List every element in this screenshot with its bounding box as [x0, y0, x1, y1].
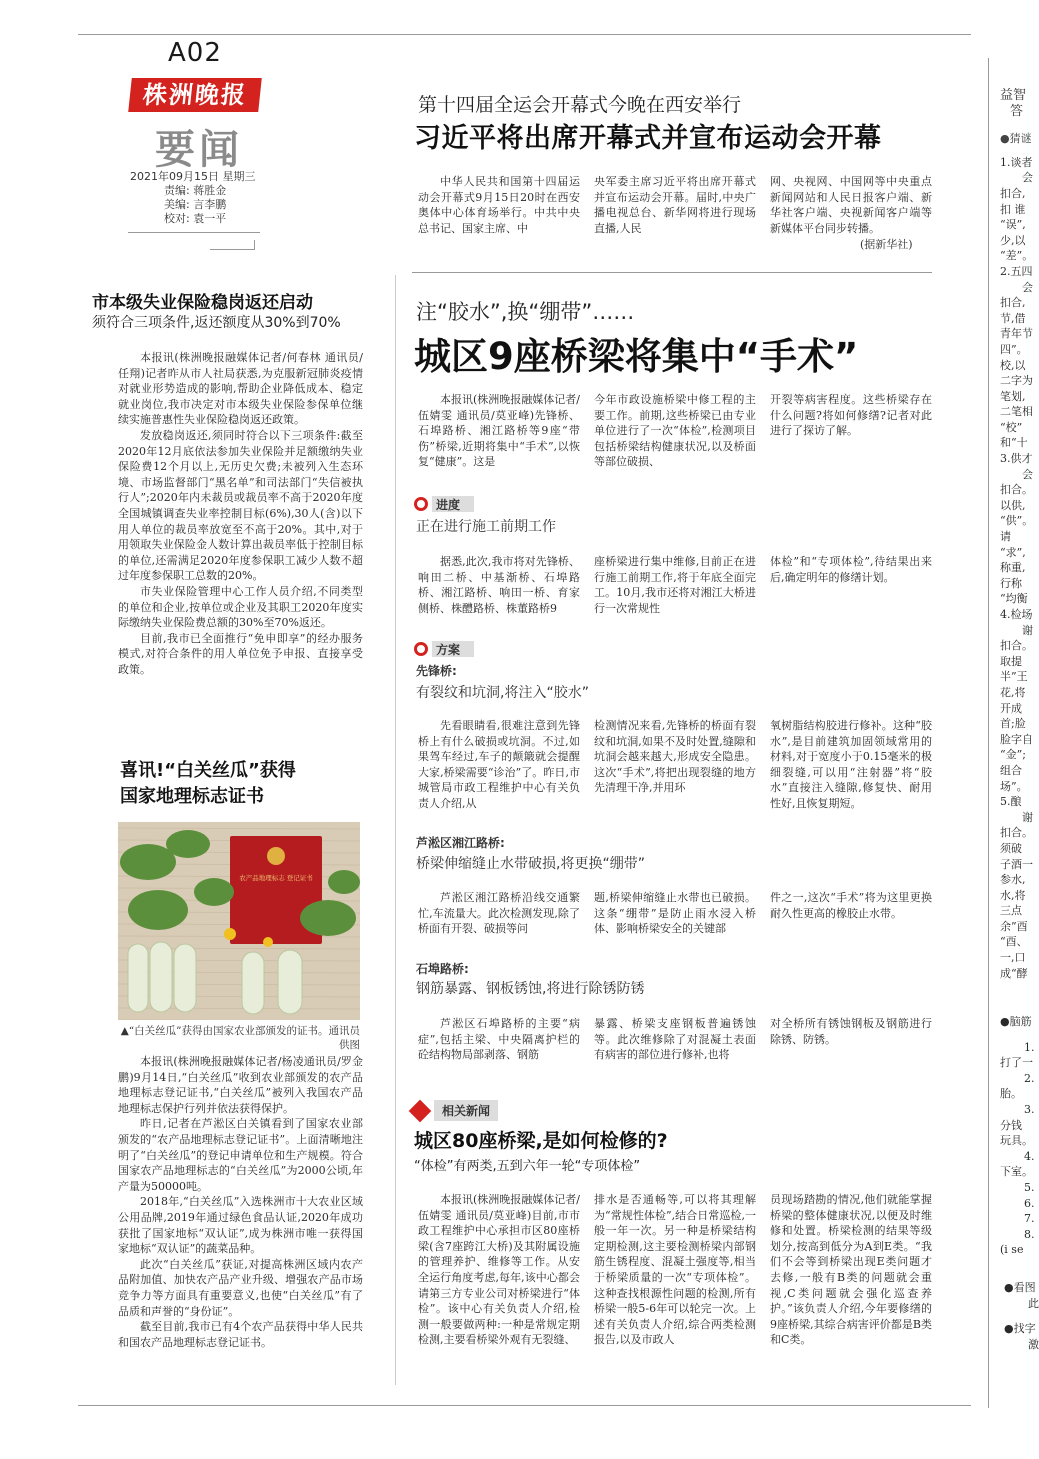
- page-number: A02: [168, 38, 222, 68]
- brain-teaser-line: 打了一: [1000, 1056, 1033, 1070]
- plan2-col-1: 芦淞区湘江路桥沿线交通繁忙,车流量大。此次检测发现,除了桥面有开裂、破损等问: [418, 891, 580, 936]
- riddle-line: 脸字自: [1000, 732, 1033, 746]
- riddle-line: “误”,: [1000, 218, 1026, 232]
- related-headline: 城区80座桥梁,是如何检修的?: [414, 1130, 668, 1152]
- column-divider: [395, 275, 396, 1385]
- related-badge: 相关新闻: [412, 1100, 498, 1121]
- loofah-photo: [118, 822, 360, 1020]
- lead-col-3: 网、央视网、中国网等中央重点新闻网站和人民日报客户端、新华社客户端、央视新闻客户端等新媒体平台同步转播。: [770, 175, 932, 235]
- riddle-line: 校,以: [1000, 358, 1026, 372]
- brain-teaser-line: 下室。: [1000, 1165, 1033, 1179]
- plan1-label: 先锋桥:: [416, 664, 457, 678]
- progress-badge: 进度: [414, 496, 474, 512]
- plan2-heading: 桥梁伸缩缝止水带破损,将更换“绷带”: [416, 856, 645, 872]
- riddle-line: “校”: [1000, 420, 1023, 434]
- meta-bracket: [210, 240, 255, 250]
- riddle-line: 节,借: [1000, 311, 1026, 325]
- riddle-line: “酉、: [1000, 935, 1028, 949]
- top-rule: [78, 34, 971, 35]
- brain-teaser-line: 玩具。: [1000, 1134, 1033, 1148]
- plan3-col-2: 暴露、桥梁支座钢板普遍锈蚀等。此次维修除了对混凝土表面有病害的部位进行修补,也将: [594, 1017, 756, 1062]
- loofah-photo-illustration: [118, 822, 360, 1020]
- plan3-body: [418, 1016, 932, 1063]
- related-col-2: 排水是否通畅等,可以将其理解为“常规性体检”,结合日常巡检,一般一年一次。另一种是桥梁结构定期检测,这主要检测桥梁内部钢筋生锈程度、混凝土强度等,相当于桥梁质量的一次“专项体检”。这种查找根源性问题的检测,所有桥梁一般5-6年可以轮完一次。上述有关负责人介绍,综合两类检测报告,以及市政人: [594, 1193, 756, 1347]
- certificate-cover-text: 农产品地理标志 登记证书: [239, 874, 313, 882]
- brain-teaser-line: 5.: [1024, 1180, 1035, 1194]
- loofah-p5: 截至目前,我市已有4个农产品获得中华人民共和国农产品地理标志登记证书。: [118, 1320, 363, 1349]
- badge-dot-icon: [414, 642, 428, 656]
- riddle-line: “供”。: [1000, 514, 1034, 528]
- riddle-line: 成“酵: [1000, 966, 1028, 980]
- riddle-line: 以供,: [1000, 498, 1026, 512]
- riddle-line: 扣合,: [1000, 186, 1026, 200]
- riddle-line: 会: [1022, 280, 1033, 294]
- proof-credit: 校对: 袁一平: [164, 212, 227, 225]
- riddle-line: 扣合。: [1000, 826, 1033, 840]
- meta-divider: [128, 232, 260, 233]
- newspaper-masthead: 株洲晚报: [128, 78, 262, 112]
- lead-headline: 习近平将出席开幕式并宣布运动会开幕: [414, 123, 882, 154]
- badge-dot-icon: [414, 497, 428, 511]
- lead-body: [418, 174, 932, 236]
- unemployment-p4: 目前,我市已全面推行“免申即享”的经办服务模式,对符合条件的用人单位免予申报、直接享受政策。: [118, 631, 363, 676]
- riddle-lines: [1000, 155, 1039, 981]
- riddle-line: 余”酉: [1000, 919, 1028, 933]
- riddle-line: 三点: [1000, 904, 1022, 918]
- loofah-body: [118, 1054, 363, 1350]
- find-char-title: ●找字: [1004, 1322, 1036, 1336]
- bridge-intro-col-1: 本报讯(株洲晚报融媒体记者/伍婧雯 通讯员/莫亚峰)先锋桥、石埠路桥、湘江路桥等9座“带伤”桥梁,近期将集中“手术”,以恢复“健康”。这是: [418, 393, 580, 469]
- artist-credit: 美编: 言李鹏: [164, 198, 227, 211]
- unemployment-p3: 市失业保险管理中心工作人员介绍,不同类型的单位和企业,按单位或企业及其职工2020年度实际缴纳失业保险费总额的30%至70%返还。: [118, 584, 363, 630]
- riddle-line: 青年节: [1000, 327, 1033, 341]
- riddle-line: 开成: [1000, 701, 1022, 715]
- loofah-headline-line2: 国家地理标志证书: [120, 786, 264, 807]
- bridge-kicker: 注“胶水”,换“绷带”……: [416, 300, 635, 324]
- unemployment-headline: 市本级失业保险稳岗返还启动: [92, 293, 313, 313]
- loofah-p4: 此次“白关丝瓜”获证,对提高株洲区域内农产品附加值、加快农产品产业升级、增强农产品市场竞争力等方面具有重要意义,也使“白关丝瓜”有了品质和声誉的“身份证”。: [118, 1257, 363, 1318]
- riddle-line: “差”。: [1000, 249, 1034, 263]
- bridge-headline: 城区9座桥梁将集中“手术”: [414, 335, 859, 378]
- brain-teaser-line: 6.: [1024, 1196, 1035, 1210]
- riddle-line: 半”王: [1000, 670, 1028, 684]
- riddle-line: 二笔相: [1000, 405, 1033, 419]
- lead-divider: [412, 272, 932, 273]
- unemployment-body: [118, 350, 363, 677]
- riddle-line: 子酒一: [1000, 857, 1033, 871]
- related-subheadline: “体检”有两类,五到六年一轮“专项体检”: [414, 1159, 641, 1174]
- riddle-line: 参水,: [1000, 873, 1026, 887]
- plan3-label: 石埠路桥:: [416, 962, 469, 976]
- bridge-intro-col-2: 今年市政设施桥梁中修工程的主要工作。前期,这些桥梁已由专业单位进行了一次“体检”,检测项目包括桥梁结构健康状况,以及桥面等部位破损、: [594, 393, 756, 469]
- riddle-line: 少,以: [1000, 233, 1026, 247]
- plan1-body: [418, 718, 932, 812]
- riddle-line: 3.供才: [1000, 452, 1033, 466]
- lead-source: (据新华社): [860, 238, 913, 251]
- sidebar-divider: [988, 58, 989, 1408]
- riddle-section-title: ●猜谜: [1000, 132, 1032, 146]
- brain-teaser-line: 8.: [1024, 1227, 1035, 1241]
- bottom-rule: [78, 1405, 971, 1406]
- bridge-intro-col-3: 开裂等病害程度。这些桥梁存在什么问题?将如何修缮?记者对此进行了探访了解。: [770, 393, 932, 438]
- riddle-line: 谢: [1022, 810, 1033, 824]
- progress-col-2: 座桥梁进行集中维修,目前正在进行施工前期工作,将于年底全面完工。10月,我市还将对湘江大桥进行一次常规性: [594, 555, 756, 615]
- brain-teaser-section: [1000, 1014, 1039, 1258]
- sidebar-header-2: 答: [1010, 103, 1024, 119]
- riddle-line: 水,将: [1000, 888, 1026, 902]
- brain-teaser-line: 4.: [1024, 1149, 1035, 1163]
- loofah-headline-line1: 喜讯!“白关丝瓜”获得: [120, 760, 296, 781]
- riddle-line: 扣合。: [1000, 483, 1033, 497]
- riddle-line: 笔划,: [1000, 389, 1026, 403]
- bridge-intro: [418, 392, 932, 470]
- riddle-line: 2.五四: [1000, 264, 1033, 278]
- loofah-p2: 昨日,记者在芦淞区白关镇看到了国家农业部颁发的“农产品地理标志登记证书”。上面清晰地注明了“白关丝瓜”的登记申请单位和生产规模。符合国家农产品地理标志的“白关丝瓜”为2000公顷,年产量为50000吨。: [118, 1117, 363, 1193]
- related-col-3: 员现场踏勘的情况,他们就能掌握桥梁的整体健康状况,以便及时维修和处置。桥梁检测的结果等级划分,按高到低分为A到E类。“我们不会等到桥梁出现E类问题才去修,一般有B类的问题就会重视,C类问题就会强化巡查养护。”该负责人介绍,今年要修缮的9座桥梁,其综合病害评价都是B类和C类。: [770, 1193, 932, 1347]
- progress-col-1: 据悉,此次,我市将对先锋桥、响田二桥、中基渐桥、石埠路桥、湘江路桥、响田一桥、育家侧桥、株醴路桥、株董路桥9: [418, 555, 580, 615]
- puzzle-sidebar: [1000, 88, 1039, 981]
- brain-teaser-line: 7.: [1024, 1212, 1035, 1226]
- unemployment-p1: 本报讯(株洲晚报融媒体记者/何春林 通讯员/任翔)记者昨从市人社局获悉,为克服新冠肺炎疫情对就业形势造成的影响,帮助企业降低成本、稳定就业岗位,我市决定对市本级失业保险参保单位继续实施普惠性失业保险稳岗返还政策。: [118, 351, 363, 427]
- progress-heading: 正在进行施工前期工作: [416, 519, 556, 535]
- plan2-label: 芦淞区湘江路桥:: [416, 836, 505, 850]
- brain-teaser-title: ●脑筋: [1000, 1015, 1032, 1028]
- riddle-line: 扣合。: [1000, 639, 1033, 653]
- picture-puzzle-line: 此: [1028, 1296, 1039, 1310]
- progress-col-3: 体检”和“专项体检”,待结果出来后,确定明年的修缮计划。: [770, 555, 932, 584]
- plan2-col-3: 件之一,这次“手术”将为这里更换耐久性更高的橡胶止水带。: [770, 891, 932, 920]
- riddle-line: 称重,: [1000, 561, 1026, 575]
- related-body: [418, 1192, 932, 1348]
- riddle-line: 谢: [1022, 623, 1033, 637]
- sidebar-header-1: 益智: [1000, 88, 1027, 103]
- riddle-line: “金”;: [1000, 748, 1026, 762]
- lead-kicker: 第十四届全运会开幕式今晚在西安举行: [418, 94, 742, 116]
- brain-teaser-line: 2.: [1024, 1071, 1035, 1085]
- riddle-line: 会: [1022, 467, 1033, 481]
- unemployment-subheadline: 须符合三项条件,返还额度从30%到70%: [92, 315, 341, 331]
- brain-teaser-line: 3.: [1024, 1102, 1035, 1116]
- plan3-col-3: 对全桥所有锈蚀钢板及钢筋进行除锈、防锈。: [770, 1017, 932, 1046]
- loofah-photo-caption: ▲“白关丝瓜”获得由国家农业部颁发的证书。通讯员供图: [120, 1025, 360, 1051]
- unemployment-p2: 发放稳岗返还,须同时符合以下三项条件:截至2020年12月底依法参加失业保险并足额缴纳失业保险费12个月以上,无历史欠费;未被列入生态环境、市场监督部门“黑名单”和司法部门“失信被执行人”;2020年内未裁员或裁员率不高于2020年度全国城镇调查失业率控制目标(6%),30人(含)以下用人单位的裁员率放宽至不高于20%。其中,对于用领取失业保险金人数计算出裁员率低于控制目标的单位,还需满足2020年度参保职工减少人数不超过年度参保职工总数的20%。: [118, 428, 363, 583]
- plan-badge: 方案: [414, 641, 474, 657]
- plan3-col-1: 芦淞区石埠路桥的主要“病症”,包括主梁、中央隔离护栏的砼结构物局部剥落、钢筋: [418, 1017, 580, 1062]
- brain-teaser-line: 1.: [1024, 1040, 1035, 1054]
- riddle-line: “均衡: [1000, 592, 1028, 606]
- riddle-line: 4.检场: [1000, 608, 1033, 621]
- loofah-p3: 2018年,“白关丝瓜”入选株洲市十大农业区域公用品牌,2019年通过绿色食品认证,2020年成功获批了国家地标“双认证”,成为株洲市唯一获得国家地标“双认证”的蔬菜品种。: [118, 1195, 363, 1256]
- plan3-heading: 钢筋暴露、钢板锈蚀,将进行除锈防锈: [416, 981, 645, 997]
- riddle-line: 四”。: [1000, 342, 1028, 356]
- riddle-line: 首;脸: [1000, 717, 1026, 731]
- section-title: 要闻: [155, 126, 243, 173]
- find-char-line: 激: [1028, 1337, 1039, 1351]
- riddle-line: 扣合,: [1000, 296, 1026, 310]
- plan1-col-2: 检测情况来看,先锋桥的桥面有裂纹和坑洞,如果不及时处置,缝隙和坑洞会越来越大,形成安全隐患。这次“手术”,将把出现裂缝的地方先清理干净,并用环: [594, 719, 756, 795]
- brain-teaser-line: 胎。: [1000, 1087, 1022, 1101]
- plan1-col-3: 氧树脂结构胶进行修补。这种“胶水”,是目前建筑加固领域常用的材料,对于宽度小于0.15毫米的极细裂缝,可以用“注射器”将“胶水”直接注入缝隙,修复快、耐用性好,且恢复期短。: [770, 719, 932, 810]
- loofah-headline: [120, 758, 296, 810]
- riddle-line: 会: [1022, 171, 1033, 185]
- picture-puzzle-title: ●看图: [1004, 1281, 1036, 1294]
- riddle-line: 行称: [1000, 576, 1022, 590]
- progress-body: [418, 554, 932, 616]
- editor-credit: 责编: 蒋胜金: [164, 184, 227, 197]
- riddle-line: 扣 谁: [1000, 202, 1026, 216]
- issue-meta: [130, 170, 256, 226]
- riddle-line: 取提: [1000, 654, 1022, 668]
- plan1-heading: 有裂纹和坑洞,将注入“胶水”: [416, 685, 589, 701]
- riddle-line: “求”,: [1000, 545, 1026, 559]
- brain-teaser-line: (i se: [1000, 1243, 1024, 1257]
- plan2-col-2: 题,桥梁伸缩缝止水带也已破损。这条“绷带”是防止雨水浸入桥体、影响桥梁安全的关键部: [594, 891, 756, 936]
- plan2-body: [418, 890, 932, 937]
- riddle-line: 花,将: [1000, 685, 1026, 699]
- lead-col-2: 央军委主席习近平将出席开幕式并宣布运动会开幕。届时,中央广播电视总台、新华网将进行现场直播,人民: [594, 175, 756, 235]
- picture-puzzle-section: [1004, 1280, 1039, 1352]
- riddle-line: 和“十: [1000, 436, 1028, 450]
- riddle-line: 5.酿: [1000, 795, 1022, 809]
- riddle-line: 1.谈者: [1000, 155, 1033, 169]
- diamond-icon: [409, 1099, 432, 1122]
- riddle-line: 须破: [1000, 841, 1022, 855]
- related-col-1: 本报讯(株洲晚报融媒体记者/伍婧雯 通讯员/莫亚峰)目前,市市政工程维护中心承担市区80座桥梁(含7座跨江大桥)及其附属设施的管理养护、维修等工作。从安全运行角度考虑,每年,该中心都会请第三方专业公司对桥梁进行“体检”。该中心有关负责人介绍,检测一般要做两种:一种是常规定期检测,主要看桥梁外观有无裂缝、: [418, 1193, 580, 1347]
- riddle-line: 一,口: [1000, 951, 1026, 965]
- riddle-line: 二字为: [1000, 374, 1033, 388]
- riddle-line: 组合: [1000, 763, 1022, 777]
- riddle-line: 请: [1000, 530, 1011, 544]
- riddle-line: 场”。: [1000, 779, 1028, 793]
- issue-date: 2021年09月15日 星期三: [130, 170, 256, 183]
- loofah-p1: 本报讯(株洲晚报融媒体记者/杨凌通讯员/罗金鹏)9月14日,“白关丝瓜”收到农业部颁发的农产品地理标志登记证书,“白关丝瓜”被列入我国农产品地理标志保护行列并依法获得保护。: [118, 1055, 363, 1115]
- brain-teaser-line: 分钱: [1000, 1118, 1022, 1132]
- plan1-col-1: 先看眼睛看,很难注意到先锋桥上有什么破损或坑洞。不过,如果驾车经过,车子的颠簸就会提醒大家,桥梁需要“诊治”了。昨日,市城管局市政工程维护中心有关负责人介绍,从: [418, 719, 580, 810]
- lead-col-1: 中华人民共和国第十四届运动会开幕式9月15日20时在西安奥体中心体育场举行。中共中央总书记、国家主席、中: [418, 175, 580, 235]
